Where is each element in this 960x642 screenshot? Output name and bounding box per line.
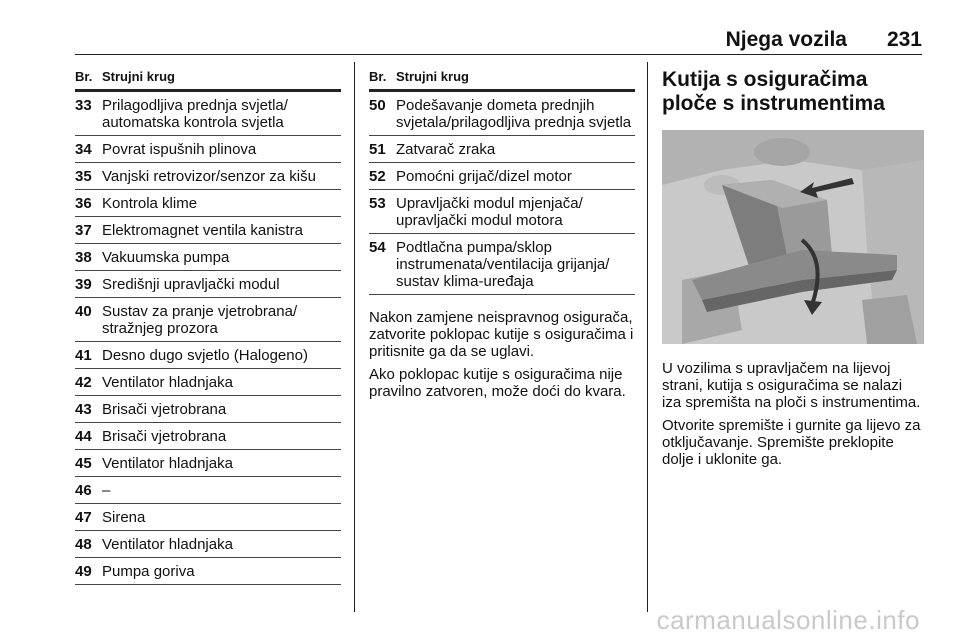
fuse-number: 45 bbox=[75, 455, 92, 472]
circuit-name: Brisači vjetrobrana bbox=[102, 428, 227, 445]
table-header bbox=[75, 62, 341, 92]
table-header bbox=[369, 62, 635, 92]
table-row bbox=[75, 558, 341, 585]
header-rule bbox=[75, 54, 922, 55]
table-row bbox=[75, 217, 341, 244]
circuit-name: Sustav za pranje vjetrobrana/ stražnjeg prozora bbox=[102, 303, 298, 337]
table-row bbox=[75, 396, 341, 423]
body-paragraph: U vozilima s upravljačem na lijevoj strani, kutija s osiguračima se nalazi iza spremišta na ploči s instrumentima. bbox=[662, 360, 921, 411]
fuse-table-right bbox=[369, 62, 635, 406]
table-row bbox=[75, 504, 341, 531]
header-nr: Br. bbox=[369, 69, 387, 84]
fuse-number: 42 bbox=[75, 374, 92, 391]
table-body bbox=[75, 92, 341, 585]
table-row bbox=[75, 477, 341, 504]
page-header-title: Njega vozila bbox=[725, 28, 847, 51]
body-paragraph: Nakon zamjene neispravnog osigurača, zatvorite poklopac kutije s osiguračima i pritisnite ga da se uglavi. bbox=[369, 309, 634, 360]
circuit-name: Brisači vjetrobrana bbox=[102, 401, 227, 418]
fuse-number: 41 bbox=[75, 347, 92, 364]
column-divider bbox=[647, 62, 648, 612]
fuse-number: 40 bbox=[75, 303, 92, 320]
table-body bbox=[369, 92, 635, 295]
header-circuit: Strujni krug bbox=[396, 69, 469, 84]
table-row bbox=[75, 298, 341, 342]
circuit-name: Desno dugo svjetlo (Halogeno) bbox=[102, 347, 308, 364]
table-row bbox=[369, 92, 635, 136]
table-row bbox=[75, 342, 341, 369]
table-row bbox=[75, 163, 341, 190]
fuse-number: 37 bbox=[75, 222, 92, 239]
circuit-name: Kontrola klime bbox=[102, 195, 198, 212]
fuse-number: 48 bbox=[75, 536, 92, 553]
fuse-number: 39 bbox=[75, 276, 92, 293]
circuit-name: Podešavanje dometa prednjih svjetala/prilagodljiva prednja svjetla bbox=[396, 97, 632, 131]
table-row bbox=[75, 450, 341, 477]
column-divider bbox=[354, 62, 355, 612]
circuit-name: Elektromagnet ventila kanistra bbox=[102, 222, 303, 239]
circuit-name: Vanjski retrovizor/senzor za kišu bbox=[102, 168, 316, 185]
table-row bbox=[369, 190, 635, 234]
fuse-number: 44 bbox=[75, 428, 92, 445]
circuit-name: – bbox=[102, 482, 111, 499]
table-row bbox=[75, 369, 341, 396]
instrument-panel-section bbox=[662, 62, 924, 474]
circuit-name: Prilagodljiva prednja svjetla/ automatska kontrola svjetla bbox=[102, 97, 288, 131]
table-row bbox=[75, 531, 341, 558]
fuse-number: 52 bbox=[369, 168, 386, 185]
table-row bbox=[369, 234, 635, 295]
table-row bbox=[369, 136, 635, 163]
circuit-name: Ventilator hladnjaka bbox=[102, 536, 233, 553]
header-nr: Br. bbox=[75, 69, 93, 84]
circuit-name: Vakuumska pumpa bbox=[102, 249, 230, 266]
circuit-name: Podtlačna pumpa/sklop instrumenata/ventilacija grijanja/ sustav klima-uređaja bbox=[396, 239, 610, 290]
section-title: Kutija s osiguračima ploče s instrumentima bbox=[662, 68, 885, 115]
circuit-name: Sirena bbox=[102, 509, 146, 526]
circuit-name: Zatvarač zraka bbox=[396, 141, 496, 158]
fuse-number: 50 bbox=[369, 97, 386, 114]
fuse-number: 34 bbox=[75, 141, 92, 158]
page-number: 231 bbox=[886, 28, 922, 51]
table-row bbox=[75, 423, 341, 450]
fuse-number: 47 bbox=[75, 509, 92, 526]
body-paragraph: Otvorite spremište i gurnite ga lijevo za otključavanje. Spremište preklopite dolje i uklonite ga. bbox=[662, 417, 921, 468]
circuit-name: Upravljački modul mjenjača/ upravljački modul motora bbox=[396, 195, 583, 229]
circuit-name: Pomoćni grijač/dizel motor bbox=[396, 168, 572, 185]
fuse-number: 46 bbox=[75, 482, 92, 499]
fuse-number: 49 bbox=[75, 563, 92, 580]
fuse-number: 51 bbox=[369, 141, 386, 158]
circuit-name: Pumpa goriva bbox=[102, 563, 195, 580]
table-row bbox=[369, 163, 635, 190]
body-paragraph: Ako poklopac kutije s osiguračima nije pravilno zatvoren, može doći do kvara. bbox=[369, 366, 626, 400]
table-row bbox=[75, 136, 341, 163]
fuse-number: 36 bbox=[75, 195, 92, 212]
table-row bbox=[75, 190, 341, 217]
fuse-table-left bbox=[75, 62, 341, 585]
fuse-box-illustration bbox=[662, 130, 924, 344]
table-row bbox=[75, 271, 341, 298]
circuit-name: Ventilator hladnjaka bbox=[102, 374, 233, 391]
table-row bbox=[75, 244, 341, 271]
glovebox-diagram bbox=[662, 130, 924, 344]
fuse-number: 43 bbox=[75, 401, 92, 418]
fuse-number: 53 bbox=[369, 195, 386, 212]
fuse-number: 33 bbox=[75, 97, 92, 114]
fuse-number: 35 bbox=[75, 168, 92, 185]
watermark: carmanualsonline.info bbox=[656, 605, 920, 635]
circuit-name: Ventilator hladnjaka bbox=[102, 455, 233, 472]
circuit-name: Povrat ispušnih plinova bbox=[102, 141, 257, 158]
fuse-number: 54 bbox=[369, 239, 386, 256]
table-row bbox=[75, 92, 341, 136]
circuit-name: Središnji upravljački modul bbox=[102, 276, 280, 293]
header-circuit: Strujni krug bbox=[102, 69, 175, 84]
fuse-number: 38 bbox=[75, 249, 92, 266]
